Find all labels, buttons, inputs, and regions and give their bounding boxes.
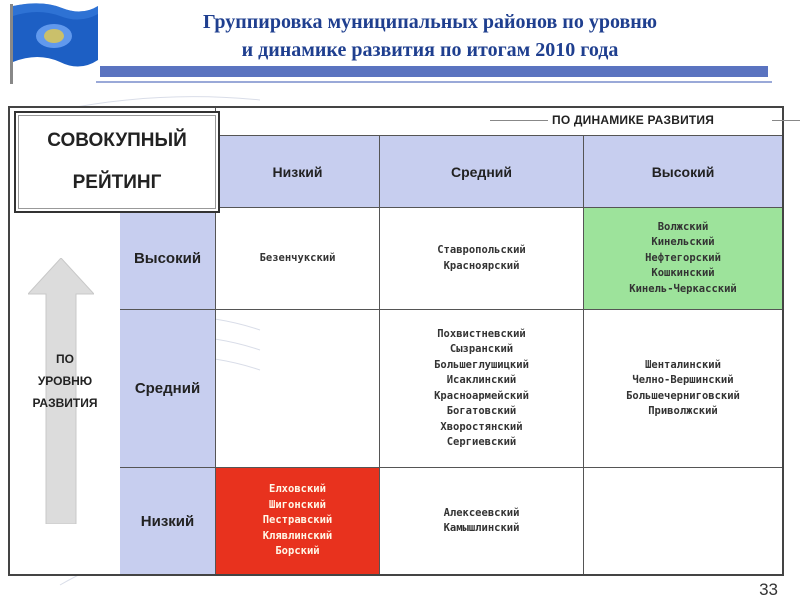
table-cell: Алексеевский Камышлинский — [380, 468, 584, 574]
table-cell: Ставропольский Красноярский — [380, 208, 584, 310]
rating-box-line-2: РЕЙТИНГ — [72, 172, 162, 193]
page-title — [150, 8, 710, 64]
aggregate-rating-box — [14, 111, 220, 213]
header-rule — [100, 66, 768, 77]
column-header-medium: Средний — [380, 136, 584, 208]
level-label-line-1: ПО — [56, 352, 74, 366]
table-cell: Безенчукский — [216, 208, 380, 310]
flag-logo-icon — [2, 0, 102, 85]
header-rule-thin — [96, 81, 772, 83]
page-number: 33 — [759, 580, 778, 599]
rating-table — [8, 106, 784, 576]
table-cell: Похвистневский Сызранский Большеглушицкий Исаклинский Красноармейский Богатовский Хворостянский Сергиевский — [380, 310, 584, 468]
table-cell-highlight-red: Елховский Шигонский Пестравский Клявлинский Борский — [216, 468, 380, 574]
row-label-low: Низкий — [120, 468, 216, 574]
dynamics-header-strip — [216, 108, 782, 136]
table-cell — [584, 468, 782, 574]
table-cell — [216, 310, 380, 468]
dynamics-rule-left — [490, 120, 548, 121]
row-label-high: Высокий — [120, 208, 216, 310]
table-cell-highlight-green: Волжский Кинельский Нефтегорский Кошкинский Кинель-Черкасский — [584, 208, 782, 310]
title-line-1: Группировка муниципальных районов по уровню — [202, 11, 658, 33]
column-header-low: Низкий — [216, 136, 380, 208]
dynamics-header: ПО ДИНАМИКЕ РАЗВИТИЯ — [552, 113, 715, 127]
table-cell: Шенталинский Челно-Вершинский Большечерниговский Приволжский — [584, 310, 782, 468]
row-label-medium: Средний — [120, 310, 216, 468]
dynamics-rule-right — [772, 120, 800, 121]
column-header-high: Высокий — [584, 136, 782, 208]
level-label-line-2: УРОВНЮ — [37, 374, 93, 388]
title-line-2: и динамике развития по итогам 2010 года — [241, 39, 619, 61]
level-axis-label — [10, 348, 120, 414]
rating-box-line-1: СОВОКУПНЫЙ — [47, 130, 187, 151]
level-label-line-3: РАЗВИТИЯ — [32, 396, 98, 410]
